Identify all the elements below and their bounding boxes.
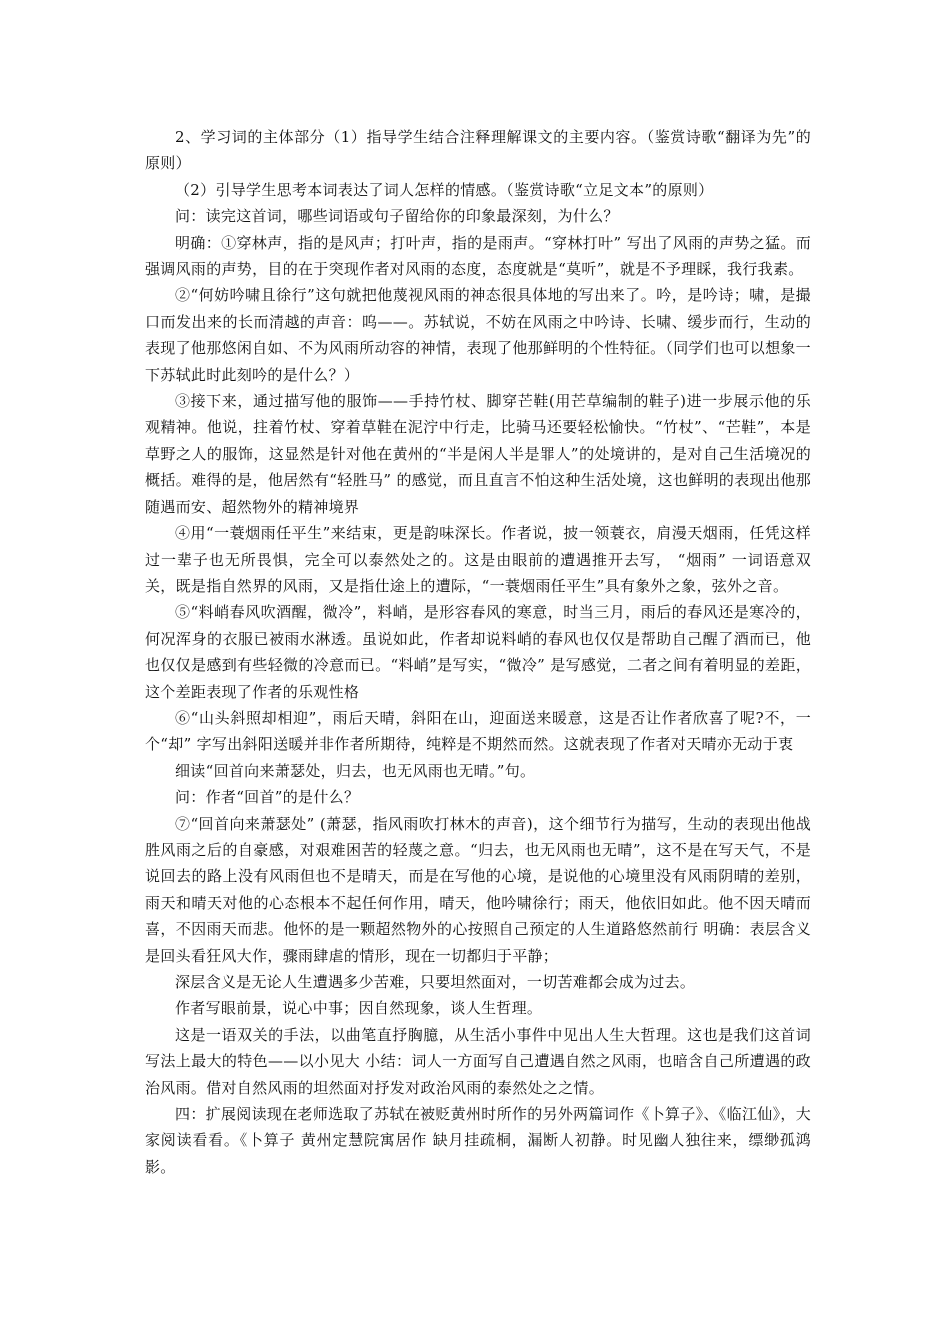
paragraph-point-4: ④用“一蓑烟雨任平生”来结束，更是韵味深长。作者说，披一领蓑衣，肩漫天烟雨，任凭这样过一辈子也无所畏惧，完全可以泰然处之的。这是由眼前的遭遇推开去写， “烟雨” 一词语意双关，既是指自然界的风雨，又是指仕途上的遭际，“一蓑烟雨任平生”具有象外之象，弦外之音。 xyxy=(145,524,811,595)
paragraph-extended-reading: 四：扩展阅读现在老师选取了苏轼在被贬黄州时所作的另外两篇词作《卜算子》、《临江仙》，大家阅读看看。《卜算子 黄州定慧院寓居作 缺月挂疏桐，漏断人初静。时见幽人独往来，缥缈孤鸿影。 xyxy=(145,1105,811,1176)
paragraph-deep-meaning: 深层含义是无论人生遭遇多少苦难，只要坦然面对，一切苦难都会成为过去。 xyxy=(175,973,696,991)
paragraph-point-2: ②“何妨吟啸且徐行”这句就把他蔑视风雨的神态很具体地的写出来了。吟，是吟诗；啸，是撮口而发出来的长而清越的声音：呜——。苏轼说，不妨在风雨之中吟诗、长啸、缓步而行，生动的表现了他那悠闲自如、不为风雨所动容的神情，表现了他那鲜明的个性特征。（同学们也可以想象一下苏轼此时此刻吟的是什么？） xyxy=(145,286,811,384)
paragraph-close-reading: 细读“回首向来萧瑟处，归去，也无风雨也无晴。”句。 xyxy=(175,761,536,780)
paragraph-point-1: 明确：①穿林声，指的是风声；打叶声，指的是雨声。“穿林打叶” 写出了风雨的声势之猛。而强调风雨的声势，目的在于突现作者对风雨的态度，态度就是“莫听”，就是不予理睬，我行我素。 xyxy=(145,233,811,279)
paragraph-point-5: ⑤“料峭春风吹酒醒，微冷”，料峭，是形容春风的寒意，时当三月，雨后的春风还是寒冷的，何况浑身的衣服已被雨水淋透。虽说如此，作者却说料峭的春风也仅仅是帮助自己醒了酒而已，他也仅仅是感到有些轻微的冷意而已。“料峭”是写实，“微冷” 是写感觉，二者之间有着明显的差距，这个差距表现了作者的乐观性格 xyxy=(145,603,811,701)
paragraph-point-3: ③接下来，通过描写他的服饰——手持竹杖、脚穿芒鞋(用芒草编制的鞋子)进一步展示他的乐观精神。他说，拄着竹杖、穿着草鞋在泥泞中行走，比骑马还要轻松愉快。“竹杖”、“芒鞋”，本是草野之人的服饰，这显然是针对他在黄州的“半是闲人半是罪人”的处境讲的，是对自己生活境况的概括。难得的是，他居然有“轻胜马” 的感觉，而且直言不怕这种生活处境，这也鲜明的表现出他那随遇而安、超然物外的精神境界 xyxy=(145,392,811,516)
paragraph-point-7: ⑦“回首向来萧瑟处” (萧瑟，指风雨吹打林木的声音)，这个细节行为描写，生动的表现出他战胜风雨之后的自豪感，对艰难困苦的轻蔑之意。“归去，也无风雨也无晴”，这不是在写天气，不是说回去的路上没有风雨但也不是晴天，而是在写他的心境，是说他的心境里没有风雨阴晴的差别，雨天和晴天对他的心态根本不起任何作用，晴天，他吟啸徐行；雨天，他依旧如此。他不因天晴而喜，不因雨天而悲。他怀的是一颗超然物外的心按照自己预定的人生道路悠然前行 明确：表层含义是回头看狂风大作，骤雨肆虐的情形，现在一切都归于平静； xyxy=(145,814,811,965)
paragraph-emotion-goal: （2）引导学生思考本词表达了词人怎样的情感。（鉴赏诗歌“立足文本”的原则） xyxy=(175,180,714,199)
paragraph-question-impression: 问：读完这首词，哪些词语或句子留给你的印象最深刻，为什么？ xyxy=(175,207,619,226)
paragraph-question-look-back: 问：作者“回首”的是什么？ xyxy=(175,788,360,807)
paragraph-scene-and-philosophy: 作者写眼前景，说心中事；因自然现象，谈人生哲理。 xyxy=(175,999,543,1018)
document-body xyxy=(145,124,811,1180)
paragraph-main-part-goal: 2、学习词的主体部分（1）指导学生结合注释理解课文的主要内容。（鉴赏诗歌“翻译为先”的原则） xyxy=(145,128,811,173)
paragraph-point-6: ⑥“山头斜照却相迎”，雨后天晴，斜阳在山，迎面送来暖意，这是否让作者欣喜了呢?不，一个“却” 字写出斜阳送暖并非作者所期待，纯粹是不期然而然。这就表现了作者对天晴亦无动于衷 xyxy=(145,708,811,754)
paragraph-summary: 这是一语双关的手法，以曲笔直抒胸臆，从生活小事件中见出人生大哲理。这也是我们这首词写法上最大的特色——以小见大 小结：词人一方面写自己遭遇自然之风雨，也暗含自己所遭遇的政治风雨。借对自然风雨的坦然面对抒发对政治风雨的泰然处之之情。 xyxy=(145,1025,811,1097)
